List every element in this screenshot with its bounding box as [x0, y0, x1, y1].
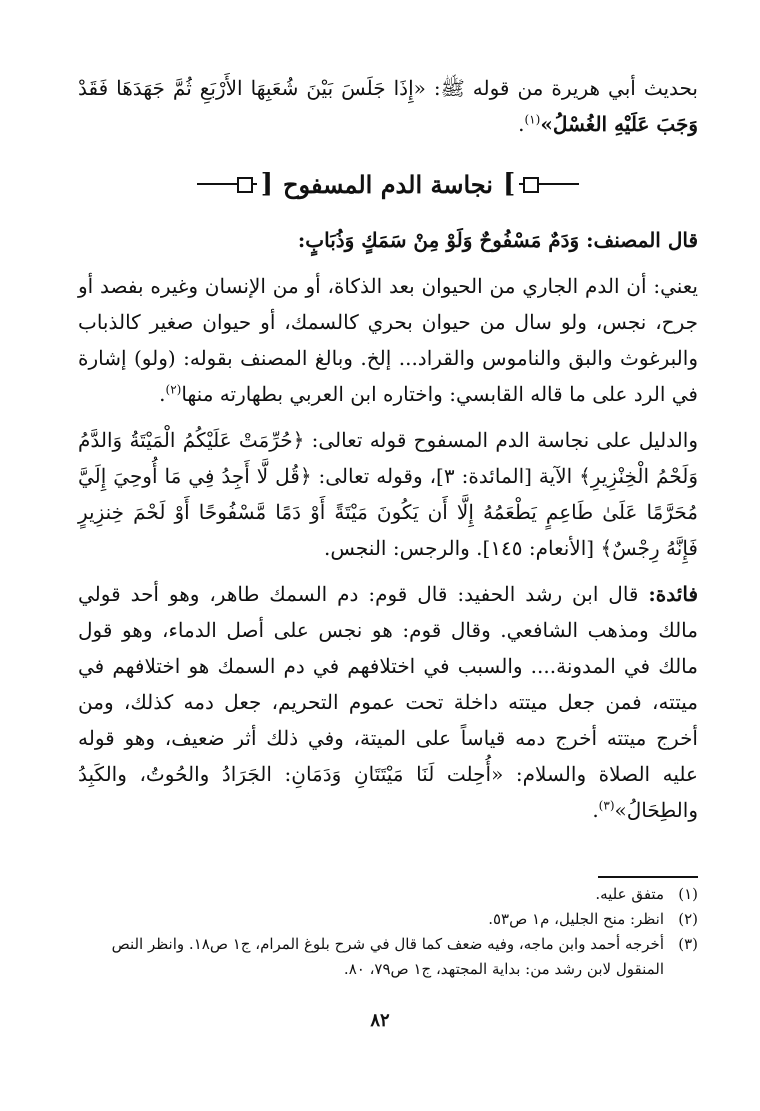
section-heading: ] نجاسة الدم المسفوح [	[78, 164, 698, 204]
footnote-text: انظر: منح الجليل، م١ ص٥٣.	[488, 910, 664, 928]
author-statement	[78, 222, 698, 258]
evidence-text: والدليل على نجاسة الدم المسفوح قوله تعالى: ﴿حُرِّمَتْ عَلَيْكُمُ الْمَيْتَةُ وَالدَّمُ وَلَحْمُ الْخِنْزِيرِ﴾ الآية [المائدة: ٣]، وقوله تعالى: ﴿قُل لَّا أَجِدُ فِي مَا أُوحِيَ إِلَيَّ مُحَرَّمًا عَلَىٰ طَاعِمٍ يَطْعَمُهُ إِلَّا أَن يَكُونَ مَيْتَةً أَوْ دَمًا مَّسْفُوحًا أَوْ لَحْمَ خِنزِيرٍ فَإِنَّهُ رِجْسٌ﴾ [الأنعام: ١٤٥]. والرجس: النجس.	[78, 428, 699, 560]
ornament-right-icon	[519, 176, 579, 192]
intro-paragraph: بحديث أبي هريرة من قوله ﷺ: «إِذَا جَلَسَ بَيْنَ شُعَبِهَا الأَرْبَعِ ثُمَّ جَهَدَهَا فَقَدْ وَجَبَ عَلَيْهِ الغُسْلُ»$^{(١)}$.	[78, 76, 698, 136]
footnote-item	[78, 932, 698, 982]
benefit-label: فائدة:	[648, 582, 699, 606]
author-label: قال المصنف:	[586, 228, 698, 252]
footnote-divider	[598, 876, 698, 878]
benefit-text: قال ابن رشد الحفيد: قال قوم: دم السمك طاهر، وهو أحد قولي مالك ومذهب الشافعي. وقال قوم: هو نجس على أصل الدماء، وهو قول مالك في المدونة.... والسبب في اختلافهم في دم السمك هو اختلافهم في ميتته، فمن جعل ميتته داخلة تحت عموم التحريم، جعل دمه كذلك، ومن أخرج ميتته أخرج دمه قياساً على الميتة، وفي ذلك أثر ضعيف، وهو قوله عليه الصلاة والسلام: «أُحِلت لَنَا مَيْتَتَانِ وَدَمَانِ: الجَرَادُ والحُوتُ، والكَبِدُ والطِحَالُ»	[78, 582, 698, 822]
evidence-paragraph	[78, 422, 698, 566]
benefit-paragraph: فائدة: قال ابن رشد الحفيد: قال قوم: دم السمك طاهر، وهو أحد قولي مالك ومذهب الشافعي. وقال قوم: هو نجس على أصل الدماء، وهو قول مالك في المدونة.... والسبب في اختلافهم في دم السمك هو اختلافهم في ميتته، فمن جعل ميتته داخلة تحت عموم التحريم، جعل دمه كذلك، ومن أخرج ميتته أخرج دمه قياساً على الميتة، وفي ذلك أثر ضعيف، وهو قوله عليه الصلاة والسلام: «أُحِلت لَنَا مَيْتَتَانِ وَدَمَانِ: الجَرَادُ والحُوتُ، والكَبِدُ والطِحَالُ»$^{(٣)}$.	[78, 582, 699, 822]
footnote-ref-1: (١)	[524, 112, 541, 127]
footnote-ref-3: (٣)	[598, 798, 615, 813]
footnote-number: (٣)	[678, 935, 698, 953]
author-text: وَدَمٌ مَسْفُوحٌ وَلَوْ مِنْ سَمَكٍ وَذُبَابٍ:	[297, 228, 580, 252]
footnote-number: (١)	[678, 885, 698, 903]
intro-line-1: بحديث أبي هريرة من قوله ﷺ: «إِذَا جَلَسَ بَيْنَ شُعَبِهَا الأَرْبَعِ ثُمَّ جَهَدَهَا فَقَدْ	[78, 76, 698, 100]
footnote-text: أخرجه أحمد وابن ماجه، وفيه ضعف كما قال في شرح بلوغ المرام، ج١ ص١٨. وانظر النص المنقول لابن رشد من: بداية المجتهد، ج١ ص٧٩، ٨٠.	[111, 935, 664, 978]
footnote-ref-2: (٢)	[165, 382, 182, 397]
footnote-item	[78, 907, 698, 932]
footnote-number: (٢)	[678, 910, 698, 928]
footnote-text: متفق عليه.	[595, 885, 664, 903]
ornament-left-icon	[197, 176, 257, 192]
page-number: ٨٢	[370, 1010, 390, 1031]
page-body	[78, 70, 698, 828]
section-title: نجاسة الدم المسفوح	[283, 169, 493, 199]
explanation-paragraph: يعني: أن الدم الجاري من الحيوان بعد الذكاة، أو من الإنسان وغيره بفصد أو جرح، نجس، ولو سال من حيوان بحري كالسمك، أو حيوان صغير كالذباب والبرغوث والبق والناموس والقراد... إلخ. وبالغ المصنف بقوله: (ولو) إشارة في الرد على ما قاله القابسي: واختاره ابن العربي بطهارته منها$^{(٢)}$.	[78, 274, 698, 406]
intro-line-2: وَجَبَ عَلَيْهِ الغُسْلُ»	[540, 112, 698, 136]
explanation-text: يعني: أن الدم الجاري من الحيوان بعد الذكاة، أو من الإنسان وغيره بفصد أو جرح، نجس، ولو سال من حيوان بحري كالسمك، أو حيوان صغير كالذباب والبرغوث والبق والناموس والقراد... إلخ. وبالغ المصنف بقوله: (ولو) إشارة في الرد على ما قاله القابسي: واختاره ابن العربي بطهارته منها	[78, 274, 698, 406]
footnote-item	[78, 882, 698, 907]
footnotes	[78, 882, 698, 982]
